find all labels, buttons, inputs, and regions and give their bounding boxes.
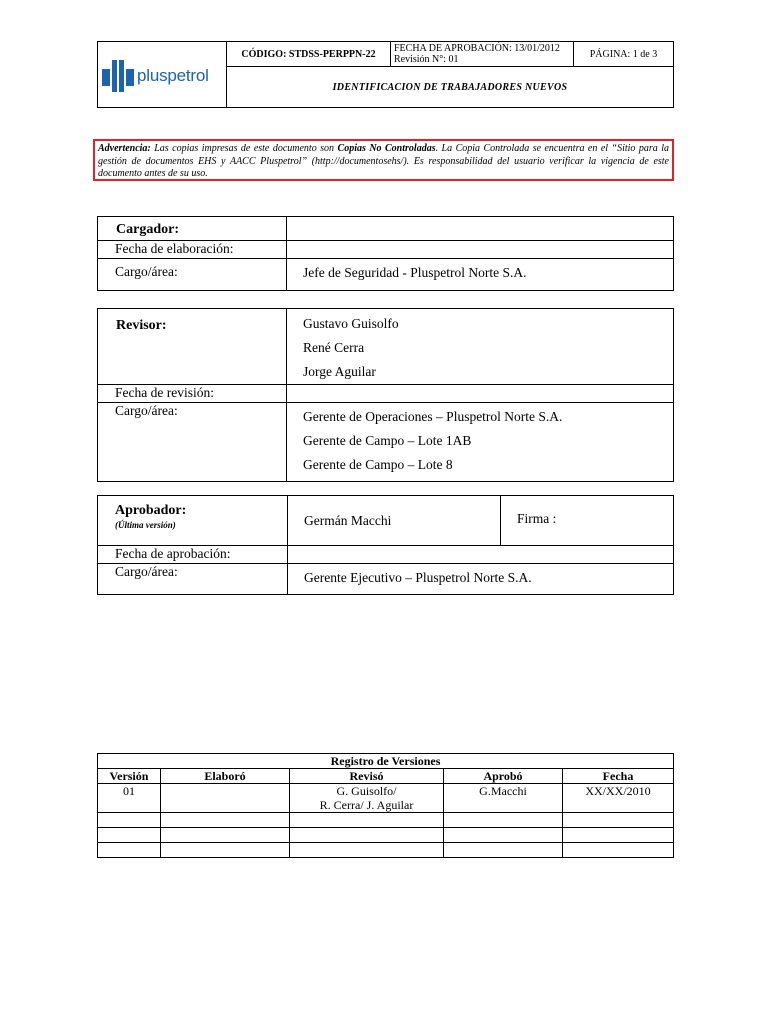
fecha-revision-label: Fecha de revisión: <box>98 385 287 403</box>
version-cell: 01 <box>98 784 161 813</box>
reviso-line: G. Guisolfo/ <box>336 784 397 798</box>
aprobador-table <box>97 495 674 595</box>
table-row <box>98 843 674 858</box>
column-header: Fecha <box>563 769 674 784</box>
revisor-label-cell <box>98 309 287 385</box>
reviso-line: R. Cerra/ J. Aguilar <box>319 798 414 812</box>
revisor-cargo: Gerente de Campo – Lote 8 <box>303 457 453 472</box>
revisor-label: Revisor: <box>116 318 167 333</box>
column-header: Aprobó <box>444 769 563 784</box>
warning-box <box>93 139 674 181</box>
column-header: Versión <box>98 769 161 784</box>
fecha-elaboracion-value <box>287 241 674 259</box>
table-row <box>98 784 674 813</box>
fecha-cell: XX/XX/2010 <box>563 784 674 813</box>
pluspetrol-logo-icon <box>102 60 134 92</box>
fecha-aprobacion-label: Fecha de aprobación: <box>98 546 288 564</box>
aprobador-name: Germán Macchi <box>288 496 501 546</box>
revisor-cargos <box>287 403 674 482</box>
cargador-table <box>97 216 674 291</box>
warning-text-1: Las copias impresas de este documento son <box>150 143 338 154</box>
page-number: PÁGINA: 1 de 3 <box>574 42 674 67</box>
cargador-value <box>287 217 674 241</box>
aprobador-label-cell <box>98 496 288 546</box>
document-code: CÓDIGO: STDSS-PERPPN-22 <box>227 42 391 67</box>
revisor-name: Jorge Aguilar <box>303 364 376 379</box>
fecha-aprobacion-value <box>288 546 674 564</box>
warning-label: Advertencia: <box>98 143 151 154</box>
warning-text-2: . La Copia Controlada se encuentra en el “Sitio para la gestión de documentos EHS y AACC Pluspetrol” (http://documentosehs/). Es responsabilidad del usuario verificar la vigencia de este documento antes de su uso. <box>98 143 670 179</box>
revisor-cargo: Gerente de Operaciones – Pluspetrol Norte S.A. <box>303 409 563 424</box>
document-header <box>97 41 674 108</box>
warning-bold-text: Copias No Controladas <box>337 143 436 154</box>
pluspetrol-logo <box>98 42 226 92</box>
fecha-revision-value <box>287 385 674 403</box>
logo-text: pluspetrol <box>137 66 209 85</box>
revision-number: Revisión N°: 01 <box>394 54 459 65</box>
versions-title: Registro de Versiones <box>98 754 674 769</box>
revisor-name: Gustavo Guisolfo <box>303 316 399 331</box>
fecha-elaboracion-label: Fecha de elaboración: <box>98 241 287 259</box>
aprobador-cargo-value: Gerente Ejecutivo – Pluspetrol Norte S.A. <box>288 564 674 595</box>
revisor-names <box>287 309 674 385</box>
logo-cell <box>98 42 227 108</box>
revisor-cargo-label: Cargo/área: <box>98 403 287 482</box>
approval-info <box>391 42 574 67</box>
elaboro-cell <box>161 784 290 813</box>
table-row <box>98 828 674 843</box>
firma-label: Firma : <box>501 496 674 546</box>
aprobador-label: Aprobador: <box>115 503 187 518</box>
column-header: Revisó <box>290 769 444 784</box>
table-row <box>98 813 674 828</box>
versions-table <box>97 753 674 858</box>
column-header: Elaboró <box>161 769 290 784</box>
reviso-cell <box>290 784 444 813</box>
aprobador-cargo-label: Cargo/área: <box>98 564 288 595</box>
revisor-name: René Cerra <box>303 340 365 355</box>
cargador-cargo-label: Cargo/área: <box>98 259 287 291</box>
cargador-cargo-value: Jefe de Seguridad - Pluspetrol Norte S.A. <box>287 259 674 291</box>
aprobador-sublabel: (Última versión) <box>115 520 176 530</box>
approval-date: FECHA DE APROBACIÓN: 13/01/2012 <box>394 43 560 54</box>
cargador-label: Cargador: <box>116 222 179 237</box>
document-title: IDENTIFICACION DE TRABAJADORES NUEVOS <box>227 67 674 108</box>
cargador-label-cell <box>98 217 287 241</box>
revisor-cargo: Gerente de Campo – Lote 1AB <box>303 433 472 448</box>
revisor-table <box>97 308 674 482</box>
aprobo-cell: G.Macchi <box>444 784 563 813</box>
